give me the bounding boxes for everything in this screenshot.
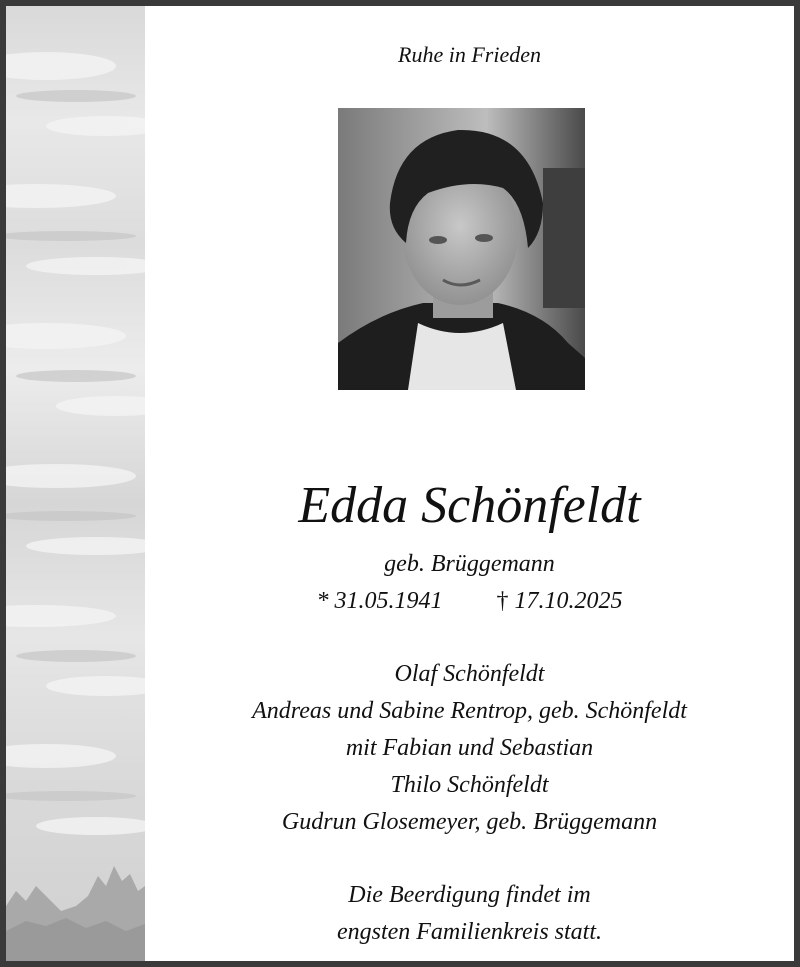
birth-symbol: * [316,588,329,614]
mourner-line: Andreas und Sabine Rentrop, geb. Schönfeldt [252,698,687,724]
portrait-photo [338,108,585,390]
deceased-name: Edda Schönfeldt [298,477,641,534]
funeral-notice-line2: engsten Familienkreis statt. [336,919,603,945]
funeral-notice-line1: Die Beerdigung findet im [348,882,591,908]
birth-date: 31.05.1941 [334,588,443,614]
cross-icon: † [496,588,509,614]
portrait-photo-icon [338,108,585,390]
obituary-text-column [145,6,794,961]
mourner-line: Gudrun Glosemeyer, geb. Brüggemann [281,809,658,835]
clouds-trees-icon [6,6,145,961]
mourner-line: Olaf Schönfeldt [394,661,545,687]
life-dates [145,588,794,615]
motto: Ruhe in Frieden [398,42,541,67]
maiden-name: geb. Brüggemann [384,551,555,577]
mourner-line: Thilo Schönfeldt [390,772,549,798]
mourner-line: mit Fabian und Sebastian [345,735,594,761]
sky-landscape-image [6,6,145,961]
death-date: 17.10.2025 [514,588,623,614]
